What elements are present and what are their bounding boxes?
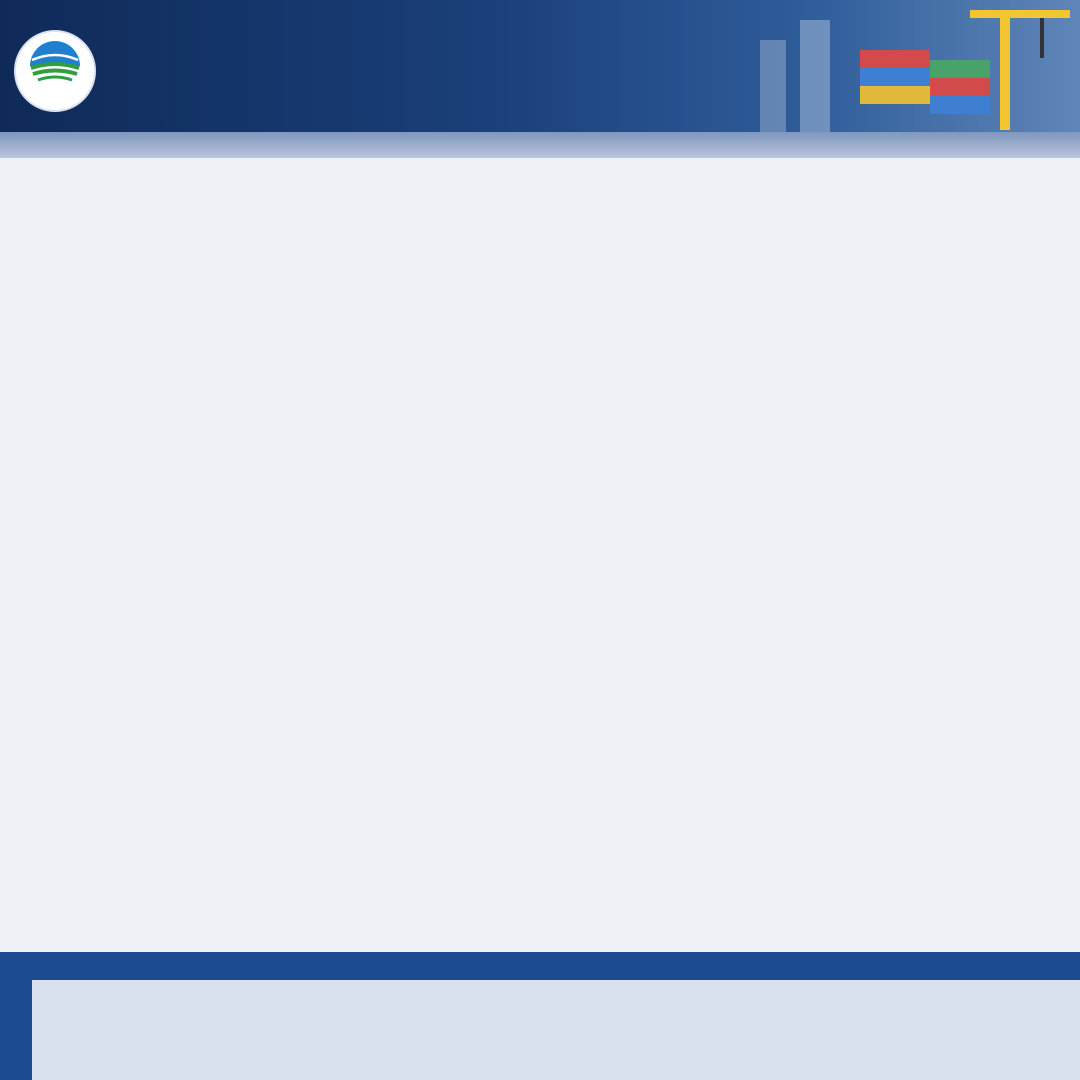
legend-sidebar (0, 952, 32, 1080)
validity-period (0, 254, 1080, 274)
bmkg-logo (14, 30, 96, 112)
bmkg-emblem-icon (16, 32, 94, 88)
sea-surface-temperature-chart (30, 560, 1050, 690)
legend-description (32, 952, 1080, 980)
header-banner (0, 0, 1080, 158)
legend (0, 952, 1080, 1080)
header-floor (0, 132, 1080, 158)
